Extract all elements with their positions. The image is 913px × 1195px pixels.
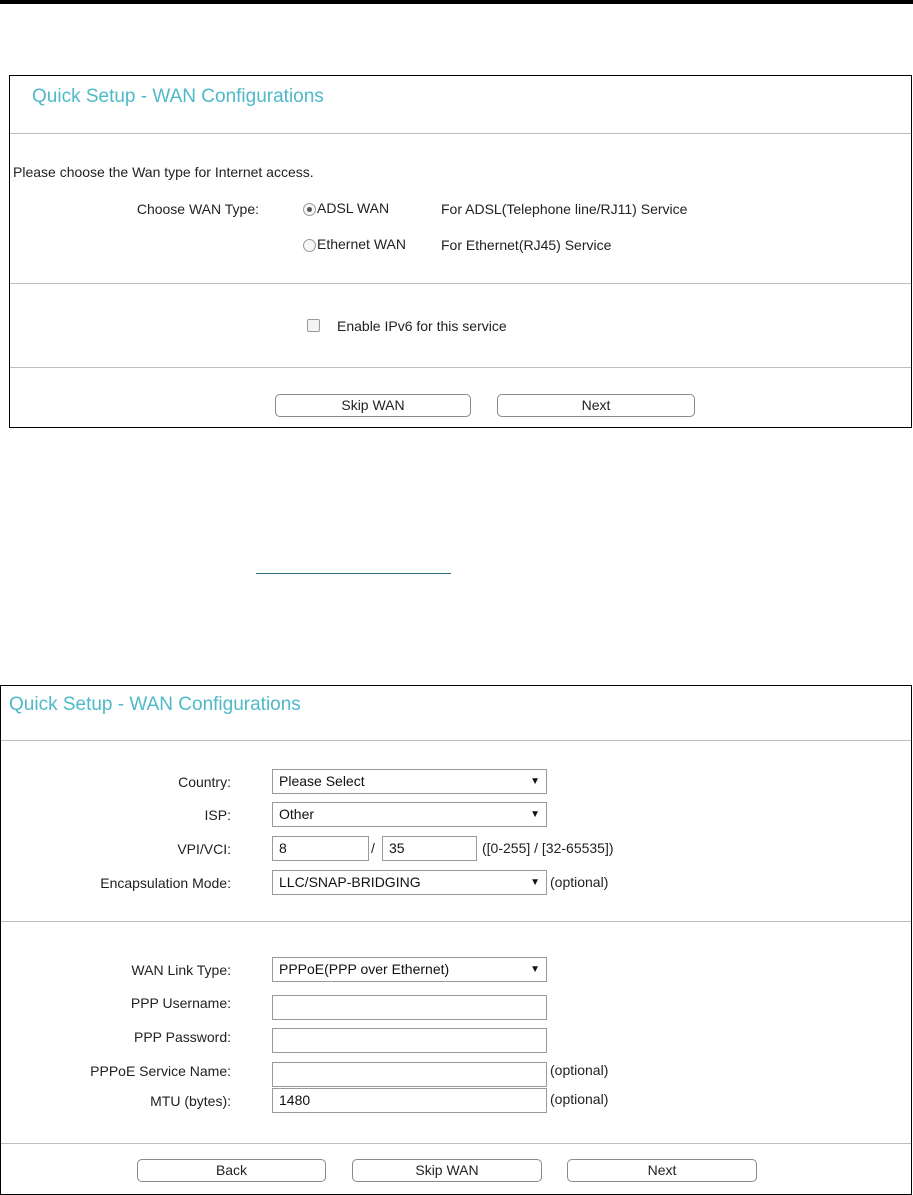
country-select[interactable]	[272, 769, 547, 794]
country-value: Please Select	[279, 773, 365, 789]
separator-underline	[256, 573, 451, 574]
vci-input[interactable]: 35	[382, 836, 477, 861]
skip-wan-button[interactable]: Skip WAN	[275, 394, 471, 417]
country-label: Country:	[178, 774, 231, 790]
divider	[1, 1143, 911, 1144]
wan-link-type-select[interactable]	[272, 957, 547, 982]
adsl-wan-description: For ADSL(Telephone line/RJ11) Service	[441, 201, 688, 217]
next-button[interactable]: Next	[567, 1159, 757, 1182]
chevron-down-icon: ▼	[530, 809, 540, 820]
encapsulation-mode-value: LLC/SNAP-BRIDGING	[279, 874, 421, 890]
vpivci-range-hint: ([0-255] / [32-65535])	[482, 840, 614, 856]
chevron-down-icon: ▼	[530, 877, 540, 888]
isp-select[interactable]	[272, 802, 547, 827]
encapsulation-mode-label: Encapsulation Mode:	[100, 875, 231, 891]
isp-value: Other	[279, 806, 315, 822]
ppp-username-label: PPP Username:	[130, 995, 231, 1011]
encapsulation-mode-select[interactable]	[272, 870, 547, 895]
ppp-password-input[interactable]	[272, 1028, 547, 1053]
mtu-label: MTU (bytes):	[150, 1093, 231, 1109]
skip-wan-button[interactable]: Skip WAN	[352, 1159, 542, 1182]
optional-hint: (optional)	[550, 874, 609, 890]
vpivci-slash: /	[371, 840, 375, 856]
ethernet-wan-radio[interactable]	[303, 239, 316, 252]
enable-ipv6-label: Enable IPv6 for this service	[337, 318, 507, 334]
panel-title: Quick Setup - WAN Configurations	[32, 86, 324, 107]
optional-hint: (optional)	[550, 1091, 609, 1107]
wan-link-type-value: PPPoE(PPP over Ethernet)	[279, 961, 450, 977]
adsl-wan-radio[interactable]	[303, 203, 316, 216]
next-button[interactable]: Next	[497, 394, 695, 417]
vpivci-label: VPI/VCI:	[177, 841, 231, 857]
wan-type-prompt: Please choose the Wan type for Internet access.	[13, 164, 314, 180]
ethernet-wan-description: For Ethernet(RJ45) Service	[441, 237, 612, 253]
optional-hint: (optional)	[550, 1062, 609, 1078]
choose-wan-type-label: Choose WAN Type:	[136, 201, 259, 217]
pppoe-service-name-label: PPPoE Service Name:	[90, 1063, 231, 1079]
ppp-password-label: PPP Password:	[133, 1029, 231, 1045]
adsl-wan-label[interactable]: ADSL WAN	[317, 200, 390, 216]
divider	[1, 921, 911, 922]
wan-link-type-label: WAN Link Type:	[131, 962, 231, 978]
divider	[1, 740, 911, 741]
panel-title: Quick Setup - WAN Configurations	[9, 694, 301, 715]
chevron-down-icon: ▼	[530, 776, 540, 787]
divider	[10, 133, 911, 134]
ppp-username-input[interactable]	[272, 995, 547, 1020]
page-top-rule	[0, 0, 913, 4]
wan-config-panel	[0, 685, 912, 1195]
back-button[interactable]: Back	[137, 1159, 326, 1182]
wan-type-panel	[9, 75, 912, 428]
pppoe-service-name-input[interactable]	[272, 1062, 547, 1087]
divider	[10, 367, 911, 368]
mtu-input[interactable]: 1480	[272, 1088, 547, 1113]
isp-label: ISP:	[204, 807, 231, 823]
enable-ipv6-checkbox[interactable]	[307, 319, 320, 332]
chevron-down-icon: ▼	[530, 964, 540, 975]
divider	[10, 283, 911, 284]
vpi-input[interactable]: 8	[272, 836, 369, 861]
ethernet-wan-label[interactable]: Ethernet WAN	[317, 236, 406, 252]
